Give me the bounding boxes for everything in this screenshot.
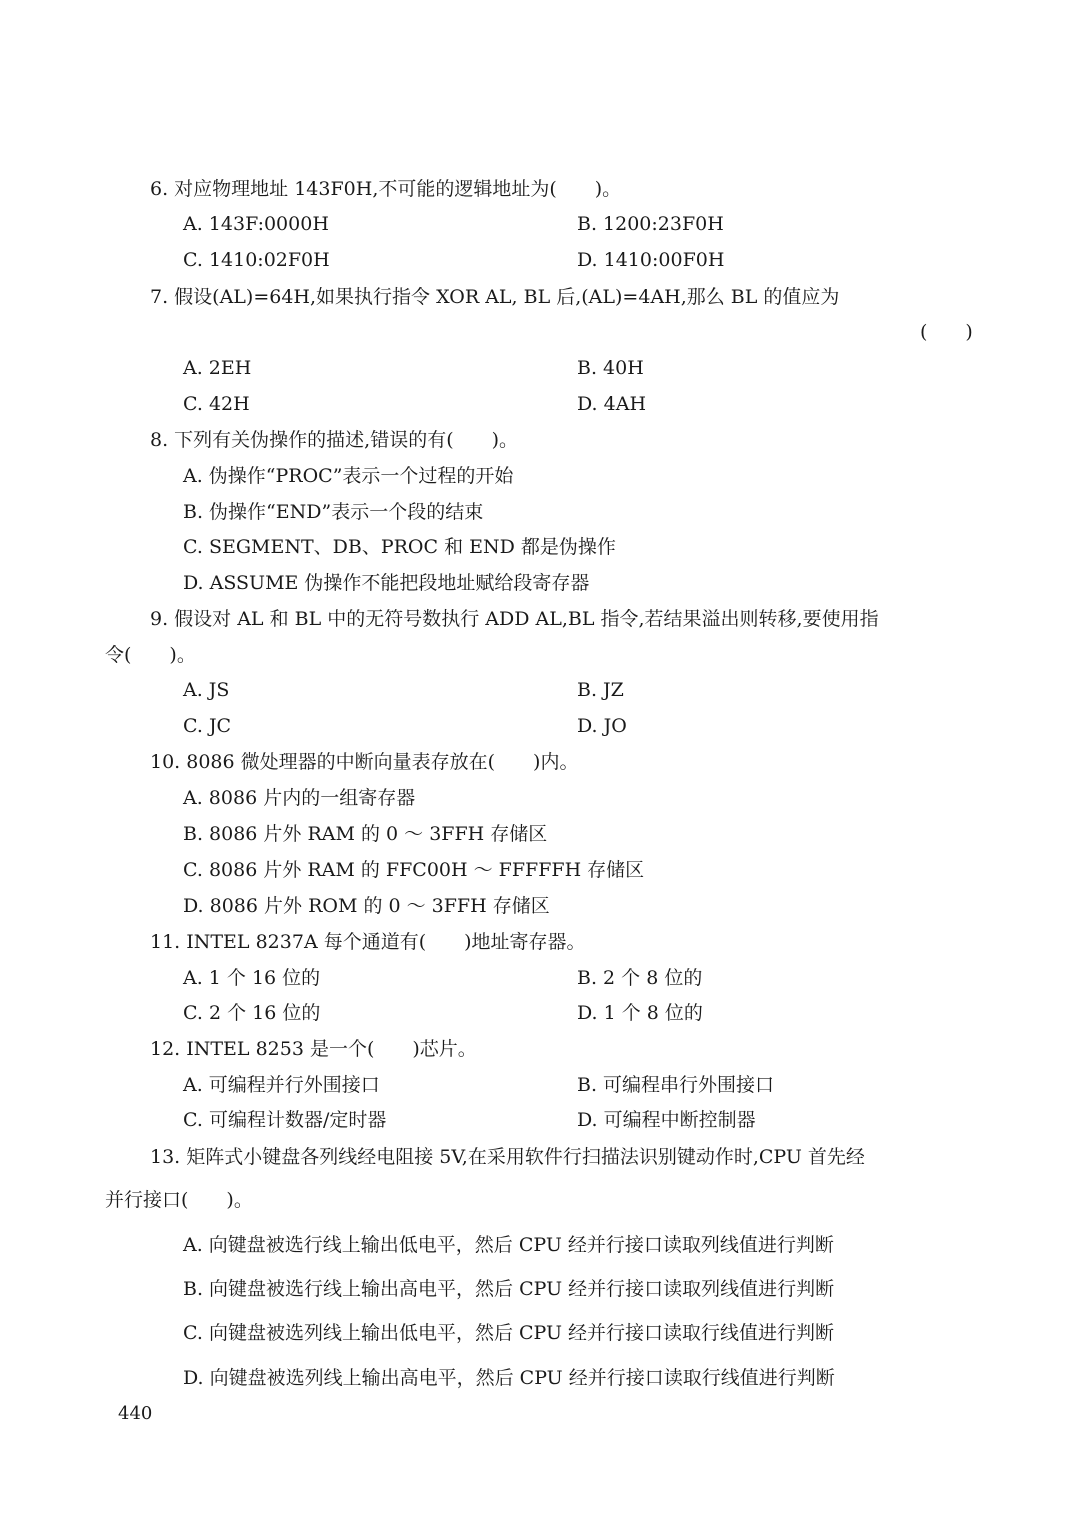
question-6-option-b: B. 1200:23F0H — [577, 213, 724, 235]
question-11-option-b: B. 2 个 8 位的 — [577, 967, 703, 989]
question-13-stem-continued: 并行接口( )。 — [105, 1189, 253, 1211]
question-10-stem: 10. 8086 微处理器的中断向量表存放在( )内。 — [150, 751, 579, 773]
question-9-stem: 9. 假设对 AL 和 BL 中的无符号数执行 ADD AL,BL 指令,若结果溢出则转移,要使用指 — [150, 608, 879, 630]
question-10-option-a: A. 8086 片内的一组寄存器 — [183, 787, 416, 809]
question-13-option-b: B. 向键盘被选行线上输出高电平，然后 CPU 经并行接口读取列线值进行判断 — [183, 1278, 835, 1300]
page-number: 440 — [118, 1403, 153, 1424]
question-9-option-a: A. JS — [183, 679, 230, 701]
question-6-option-a: A. 143F:0000H — [183, 213, 329, 235]
question-11-stem: 11. INTEL 8237A 每个通道有( )地址寄存器。 — [150, 931, 586, 953]
question-10-option-d: D. 8086 片外 ROM 的 0 ～ 3FFH 存储区 — [183, 895, 550, 917]
question-8-option-c: C. SEGMENT、DB、PROC 和 END 都是伪操作 — [183, 536, 616, 558]
question-7-option-b: B. 40H — [577, 357, 644, 379]
question-8-option-d: D. ASSUME 伪操作不能把段地址赋给段寄存器 — [183, 572, 590, 594]
question-12-option-c: C. 可编程计数器/定时器 — [183, 1109, 387, 1131]
question-9-option-b: B. JZ — [577, 679, 624, 701]
question-10-option-b: B. 8086 片外 RAM 的 0 ～ 3FFH 存储区 — [183, 823, 548, 845]
question-6-option-d: D. 1410:00F0H — [577, 249, 725, 271]
question-7-option-a: A. 2EH — [183, 357, 252, 379]
question-13-option-d: D. 向键盘被选列线上输出高电平，然后 CPU 经并行接口读取行线值进行判断 — [183, 1367, 835, 1389]
question-11-option-d: D. 1 个 8 位的 — [577, 1002, 703, 1024]
question-7-option-d: D. 4AH — [577, 393, 647, 415]
question-10-option-c: C. 8086 片外 RAM 的 FFC00H ～ FFFFFH 存储区 — [183, 859, 645, 881]
question-6-stem: 6. 对应物理地址 143F0H,不可能的逻辑地址为( )。 — [150, 178, 622, 200]
question-13-stem: 13. 矩阵式小键盘各列线经电阻接 5V,在采用软件行扫描法识别键动作时,CPU 首先经 — [150, 1146, 865, 1168]
question-12-option-b: B. 可编程串行外围接口 — [577, 1074, 775, 1096]
question-13-option-a: A. 向键盘被选行线上输出低电平，然后 CPU 经并行接口读取列线值进行判断 — [183, 1234, 834, 1256]
question-9-stem-continued: 令( )。 — [105, 644, 196, 666]
question-11-option-a: A. 1 个 16 位的 — [183, 967, 321, 989]
question-9-option-c: C. JC — [183, 715, 232, 737]
question-9-option-d: D. JO — [577, 715, 627, 737]
question-8-option-b: B. 伪操作“END”表示一个段的结束 — [183, 501, 484, 523]
question-12-option-a: A. 可编程并行外围接口 — [183, 1074, 380, 1096]
question-8-option-a: A. 伪操作“PROC”表示一个过程的开始 — [183, 465, 514, 487]
question-12-option-d: D. 可编程中断控制器 — [577, 1109, 756, 1131]
question-13-option-c: C. 向键盘被选列线上输出低电平，然后 CPU 经并行接口读取行线值进行判断 — [183, 1322, 835, 1344]
question-12-stem: 12. INTEL 8253 是一个( )芯片。 — [150, 1038, 477, 1060]
question-6-option-c: C. 1410:02F0H — [183, 249, 330, 271]
question-7-option-c: C. 42H — [183, 393, 250, 415]
question-7-answer-paren: ( ) — [920, 321, 973, 343]
question-7-stem: 7. 假设(AL)=64H,如果执行指令 XOR AL, BL 后,(AL)=4AH,那么 BL 的值应为 — [150, 286, 840, 308]
question-8-stem: 8. 下列有关伪操作的描述,错误的有( )。 — [150, 429, 519, 451]
question-11-option-c: C. 2 个 16 位的 — [183, 1002, 321, 1024]
